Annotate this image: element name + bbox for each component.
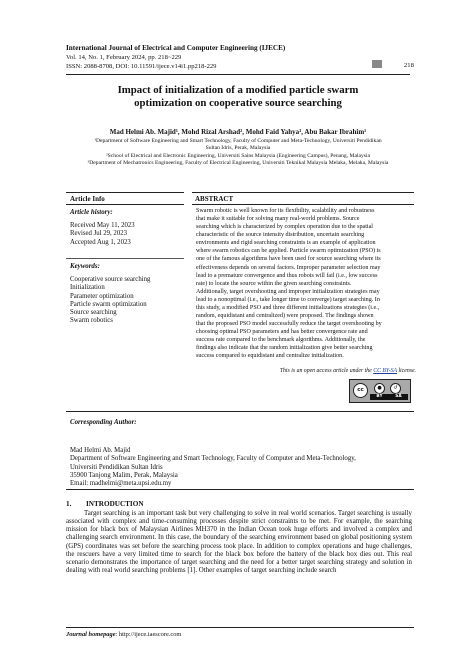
abstract-line: effectiveness depends on several factors. Improper parameter selection may [196, 264, 381, 271]
abstract-body [196, 207, 416, 360]
abstract-line: searching which is characterized by complex operation due to the spatial [196, 224, 373, 231]
abstract-line: this study, a modified PSO and three different initializations strategies (i.e., [196, 304, 380, 311]
license-link[interactable]: CC BY-SA [373, 368, 397, 374]
article-info-top-rule [66, 192, 184, 193]
authors: Mad Helmi Ab. Majid¹, Mohd Rizal Arshad², Mohd Faid Yahya³, Abu Bakar Ibrahim¹ [109, 128, 367, 136]
share-alike-icon: ↺ [390, 383, 401, 394]
corresponding-name: Mad Helmi Ab. Majid [70, 447, 131, 454]
abstract-bottom-rule [66, 411, 414, 412]
corresponding-author-heading: Corresponding Author: [70, 419, 137, 426]
keyword-item: Swarm robotics [70, 317, 113, 325]
affiliation: Sultan Idris, Perak, Malaysia [205, 145, 271, 151]
corresponding-email: Email: madhelmi@meta.upsi.edu.my [70, 480, 172, 488]
open-access-prefix: This is an open access article under the [279, 368, 374, 374]
corresponding-author-details [70, 447, 410, 488]
article-info-rule [66, 204, 184, 205]
license-band [370, 394, 408, 400]
abstract-line: Additionally, target overshooting and improper initialization strategies may [196, 288, 380, 295]
abstract-line: one of the famous algorithms have been used for source searching where its [196, 256, 381, 263]
introduction-paragraph: Target searching is an important task but very challenging to solve in real world scenarios. Target searching is usually associated with complex and time-consuming processes despite strict constraints to be met. For example, the searching mission for black box of Malaysian Airlines MH370 in the Indian Ocean took huge efforts and involved a complex and challenging search environment. In this case, the boundary of the searching environment based on global positioning system (GPS) coordinates was set before the searching process took place. In addition to complex operations and huge challenges, the rescuers have a very limited time to search for the black box before the battery of the black box dies out. This real scenario demonstrates the importance of target searching and the need for a better target searching strategy and solution in dealing with real world searching problems [1]. Other examples of target searching include search [66, 510, 412, 575]
abstract-line: that make it suitable for solving many real-world problems. Source [196, 216, 360, 223]
page-number: 218 [404, 62, 414, 69]
header-rule [66, 74, 410, 75]
affiliation: ²School of Electrical and Electronic Engineering, Universiti Sains Malaysia (Engineering Campus), Penang, Malaysia [105, 153, 371, 159]
keyword-item: Initialization [70, 284, 105, 292]
keywords-list [70, 276, 150, 326]
abstract-heading: ABSTRACT [195, 195, 234, 203]
abstract-line: lead to a nonoptimal (i.e., take longer time to converge) target searching. In [196, 296, 380, 303]
affiliation: ³Department of Mechatronics Engineering, Faculty of Electrical Engineering, Universiti Teknikal Malaysia Melaka, Melaka, Malaysia [87, 160, 389, 166]
keyword-item: Parameter optimization [70, 292, 134, 300]
section-title: INTRODUCTION [86, 500, 144, 508]
article-info-heading: Article Info [70, 195, 105, 203]
abstract-rule [192, 204, 414, 205]
keywords-rule [66, 258, 184, 259]
keyword-item: Source searching [70, 309, 117, 317]
cc-by-sa-badge[interactable] [349, 379, 411, 403]
affiliation: ¹Department of Software Engineering and Smart Technology, Faculty of Computer and Meta-Technology, Universiti Pendidikan [94, 138, 382, 144]
abstract-line: that the proposed PSO model successfully reduce the target overshooting by [196, 321, 382, 328]
volume-info: Vol. 14, No. 1, February 2024, pp. 218~229 [66, 54, 182, 61]
section-number: 1. [66, 500, 72, 508]
corresponding-bottom-rule [66, 489, 414, 490]
open-access-note [196, 368, 416, 374]
abstract-line: findings also indicate that the random initialization give better searching [196, 345, 373, 352]
corresponding-line: Universiti Pendidikan Sultan Idris [70, 463, 163, 471]
keyword-item: Particle swarm optimization [70, 300, 147, 308]
attribution-icon: ● [374, 383, 385, 394]
license-by: BY [376, 394, 383, 399]
footer-rule [66, 627, 414, 628]
abstract-line: rate) to locate the source within the given searching constraints. [196, 280, 352, 287]
issn-doi: ISSN: 2088-8708, DOI: 10.11591/ijece.v14i1.pp218-229 [66, 63, 217, 70]
history-item: Revised Jul 29, 2023 [70, 230, 128, 238]
homepage-label: Journal homepage [66, 631, 116, 638]
keyword-item: Cooperative source searching [70, 276, 151, 283]
abstract-line: choosing optimal PSO parameters and has better convergence rate and [196, 329, 368, 336]
abstract-top-rule [192, 192, 414, 193]
header-marker-block [372, 60, 382, 68]
homepage-url[interactable]: : http://ijece.iaescore.com [115, 631, 182, 638]
title-line: optimization on cooperative source searching [134, 97, 342, 109]
journal-name: International Journal of Electrical and Computer Engineering (IJECE) [66, 44, 286, 52]
abstract-line: success rate compared to the benchmark algorithms. Additionally, the [196, 337, 366, 344]
open-access-suffix: license. [397, 368, 416, 374]
keywords-heading: Keywords: [70, 263, 100, 270]
abstract-line: random, equidistant and centralized) were proposed. The findings shown [196, 313, 374, 320]
abstract-line: characteristic of the source intensity distribution, uncertain searching [196, 232, 365, 239]
corresponding-line: Department of Software Engineering and Smart Technology, Faculty of Computer and Meta-Technology, [70, 455, 356, 463]
abstract-line: Swarm robotic is well known for its flexibility, scalability and robustness [196, 208, 375, 214]
abstract-line: success compared to equidistant and centralize initialization. [196, 353, 344, 360]
cc-logo-icon: cc [353, 383, 368, 398]
history-item: Accepted Aug 1, 2023 [70, 238, 131, 246]
corresponding-line: 35900 Tanjong Malim, Perak, Malaysia [70, 471, 178, 479]
abstract-line: lead to a premature convergence and thus robots will fail (i.e., low success [196, 272, 378, 279]
history-item: Received May 11, 2023 [70, 222, 135, 229]
paper-title [66, 84, 410, 110]
article-history [70, 222, 135, 247]
journal-homepage [66, 631, 181, 638]
abstract-line: where swarm robotics can be applied. Particle swarm optimization (PSO) is [196, 248, 381, 255]
title-line: Impact of initialization of a modified particle swarm [117, 84, 359, 96]
article-history-heading: Article history: [70, 209, 113, 216]
abstract-line: environments and rigid searching constraints is an example of application [196, 240, 376, 247]
license-sa: SA [395, 394, 402, 399]
section-heading-introduction [66, 500, 144, 508]
